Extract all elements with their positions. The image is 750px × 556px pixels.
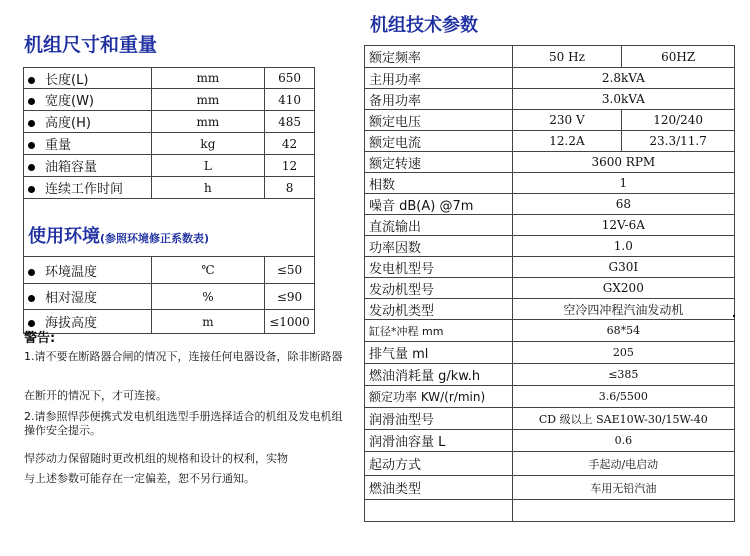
specs-title: 机组技术参数 [370,15,478,36]
row-label-text: 海拔高度 [45,316,98,331]
table-row [24,133,315,155]
row-value: 410 [265,89,315,111]
row-label-text: 连续工作时间 [45,182,124,197]
row-unit: L [151,155,264,177]
row-label-text: 油箱容量 [45,160,98,175]
engine-type: 空冷四冲程汽油发动机 [512,299,734,320]
row-value: ≤50 [265,257,315,284]
bullet-icon [28,120,35,127]
table-row [365,342,735,364]
row-value: 485 [265,111,315,133]
gen-model-label: 发电机型号 [365,257,513,278]
bullet-icon [28,295,35,302]
stray-dot [733,315,735,317]
row-unit: h [151,177,264,199]
table-row [365,152,735,173]
bullet-icon [28,77,35,84]
row-label [24,68,152,89]
row-unit: % [151,284,264,310]
table-row [24,284,315,310]
row-label [24,177,152,199]
dimensions-title: 机组尺寸和重量 [24,34,158,56]
bullet-icon [28,164,35,171]
bullet-icon [28,269,35,276]
warning-title: 警告: [24,331,56,346]
noise-label: 噪音 dB(A) @7m [365,194,513,215]
table-row [365,364,735,386]
row-label-text: 环境温度 [45,264,98,280]
row-label-text: 相对湿度 [45,291,98,306]
row-label-text: 宽度(W) [45,94,94,109]
row-value: 8 [265,177,315,199]
table-row [365,430,735,452]
table-row [365,476,735,500]
row-unit: mm [151,68,264,89]
row-unit: kg [151,133,264,155]
pf: 1.0 [512,236,734,257]
row-value: 650 [265,68,315,89]
table-row [24,111,315,133]
rated-power-label: 额定功率 KW/(r/min) [365,386,513,408]
freq-60: 60HZ [622,46,735,68]
oil-model: CD 级以上 SAE10W-30/15W-40 [512,408,734,430]
table-row [24,310,315,334]
table-row [24,89,315,111]
env-title-note: (参照环境修正系数表) [100,232,210,245]
dimensions-table [23,67,315,334]
table-row [365,173,735,194]
phase: 1 [512,173,734,194]
speed-label: 额定转速 [365,152,513,173]
bullet-icon [28,142,35,149]
engine-model-label: 发动机型号 [365,278,513,299]
note-3: 2.请参照悍莎便携式发电机组选型手册选择适合的机组及发电机组操作安全提示。 [24,410,343,437]
row-label-text: 高度(H) [45,116,91,131]
table-row [365,257,735,278]
oil-cap: 0.6 [512,430,734,452]
bullet-icon [28,320,35,327]
row-label [24,89,152,111]
note-1: 1.请不要在断路器合闸的情况下，连接任何电器设备，除非断路器 [24,350,343,363]
table-row [365,452,735,476]
row-unit: m [151,310,264,334]
start: 手起动/电启动 [512,452,734,476]
table-row [365,278,735,299]
gen-model: G30I [512,257,734,278]
env-title [28,222,209,248]
fuel-type: 车用无铅汽油 [512,476,734,500]
table-row [365,215,735,236]
bullet-icon [28,186,35,193]
speed: 3600 RPM [512,152,734,173]
voltage-a: 230 V [512,110,622,131]
row-unit: mm [151,89,264,111]
table-row [365,299,735,320]
row-value: ≤1000 [265,310,315,334]
table-row [365,236,735,257]
oil-model-label: 润滑油型号 [365,408,513,430]
table-row [365,500,735,522]
freq-label: 额定频率 [365,46,513,68]
voltage-label: 额定电压 [365,110,513,131]
main-power: 2.8kVA [512,68,734,89]
standby-power: 3.0kVA [512,89,734,110]
displacement: 205 [512,342,734,364]
table-row [24,68,315,89]
row-unit: ℃ [151,257,264,284]
table-row [24,257,315,284]
row-label [24,257,152,284]
noise: 68 [512,194,734,215]
dc: 12V-6A [512,215,734,236]
table-row [365,46,735,68]
table-row [365,194,735,215]
fuel-cons: ≤385 [512,364,734,386]
rated-power: 3.6/5500 [512,386,734,408]
table-row [24,155,315,177]
table-row [365,68,735,89]
row-label [24,284,152,310]
row-value: 12 [265,155,315,177]
current-label: 额定电流 [365,131,513,152]
table-row [365,408,735,430]
current-b: 23.3/11.7 [622,131,735,152]
main-power-label: 主用功率 [365,68,513,89]
row-label [24,133,152,155]
phase-label: 相数 [365,173,513,194]
table-row [365,386,735,408]
table-row [24,177,315,199]
row-label [24,155,152,177]
table-row [365,320,735,342]
voltage-b: 120/240 [622,110,735,131]
standby-power-label: 备用功率 [365,89,513,110]
table-row [365,110,735,131]
oil-cap-label: 润滑油容量 L [365,430,513,452]
displacement-label: 排气量 ml [365,342,513,364]
specs-table [364,45,735,522]
row-value: ≤90 [265,284,315,310]
bore: 68*54 [512,320,734,342]
row-label [24,111,152,133]
env-title-text: 使用环境 [28,226,100,247]
bore-label: 缸径*冲程 mm [365,320,513,342]
note-4: 悍莎动力保留随时更改机组的规格和设计的权利，实物 [24,452,288,465]
note-2: 在断开的情况下，才可连接。 [24,389,167,402]
row-label-text: 重量 [45,138,72,153]
bullet-icon [28,98,35,105]
fuel-cons-label: 燃油消耗量 g/kw.h [365,364,513,386]
current-a: 12.2A [512,131,622,152]
engine-model: GX200 [512,278,734,299]
dc-label: 直流输出 [365,215,513,236]
engine-type-label: 发动机类型 [365,299,513,320]
start-label: 起动方式 [365,452,513,476]
row-value: 42 [265,133,315,155]
row-label-text: 长度(L) [45,72,89,88]
freq-50: 50 Hz [512,46,622,68]
pf-label: 功率因数 [365,236,513,257]
note-5: 与上述参数可能存在一定偏差，恕不另行通知。 [24,472,255,485]
fuel-type-label: 燃油类型 [365,476,513,500]
row-unit: mm [151,111,264,133]
table-row [365,131,735,152]
table-row [365,89,735,110]
